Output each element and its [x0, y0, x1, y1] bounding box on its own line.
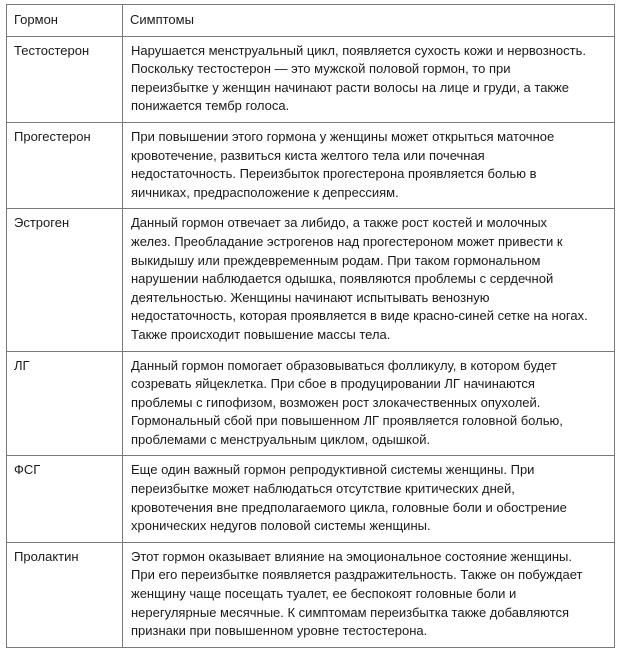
table-row-prolactin: [7, 542, 615, 647]
symptoms-text-line: переизбытке может наблюдаться отсутствие критических дней,: [131, 481, 515, 497]
hormone-name: Пролактин: [7, 542, 123, 647]
hormone-symptoms: [123, 351, 615, 456]
column-header-symptoms: Симптомы: [123, 5, 615, 37]
hormone-symptoms: [123, 122, 615, 208]
symptoms-text-line: признаки при повышенном уровне тестостерона.: [131, 623, 428, 639]
table-row-progesterone: [7, 122, 615, 208]
symptoms-text-line: Гормональный сбой при повышенном ЛГ проявляется головной болью,: [131, 413, 563, 429]
symptoms-text-line: выкидышу или преждевременным родам. При таком гормональном: [131, 252, 541, 268]
symptoms-text-line: проблемы с гипофизом, возможен рост злокачественных опухолей.: [131, 394, 541, 410]
symptoms-text-line: Данный гормон помогает образовываться фолликулу, в котором будет: [131, 357, 557, 373]
hormone-name: Эстроген: [7, 209, 123, 351]
symptoms-text-line: Данный гормон отвечает за либидо, а также рост костей и молочных: [131, 215, 548, 231]
symptoms-text-line: Нарушается менструальный цикл, появляется сухость кожи и нервозность.: [131, 42, 586, 58]
symptoms-text-line: нарушении наблюдается одышка, появляются проблемы с сердечной: [131, 271, 554, 287]
table-row-fsh: [7, 456, 615, 542]
symptoms-text-line: Этот гормон оказывает влияние на эмоциональное состояние женщины.: [131, 548, 572, 564]
symptoms-text-line: яичниках, предрасположение к депрессиям.: [131, 184, 399, 200]
symptoms-text-line: кровотечения вне предполагаемого цикла, головные боли и обострение: [131, 499, 567, 515]
symptoms-text-line: Еще один важный гормон репродуктивной системы женщины. При: [131, 462, 535, 478]
hormone-name: Тестостерон: [7, 36, 123, 122]
hormone-symptoms: [123, 456, 615, 542]
symptoms-text-line: кровотечение, развиться киста желтого тела или почечная: [131, 147, 485, 163]
symptoms-text-line: деятельностью. Женщины начинают испытывать венозную: [131, 289, 490, 305]
symptoms-text-line: Поскольку тестостерон — это мужской половой гормон, то при: [131, 61, 511, 77]
symptoms-text-line: созревать яйцеклетка. При сбое в продуцировании ЛГ начинаются: [131, 376, 535, 392]
symptoms-text-line: При его переизбытке появляется раздражительность. Также он побуждает: [131, 567, 583, 583]
symptoms-text-line: Также происходит повышение массы тела.: [131, 326, 391, 342]
symptoms-text-line: нерегулярные месячные. К симптомам переизбытка также добавляются: [131, 604, 570, 620]
table-header-row: [7, 5, 615, 37]
table-row-estrogen: [7, 209, 615, 351]
symptoms-text-line: переизбытке у женщин начинают расти волосы на лице и груди, а также: [131, 79, 570, 95]
table-row-lh: [7, 351, 615, 456]
hormone-symptoms: [123, 36, 615, 122]
symptoms-text-line: желез. Преобладание эстрогенов над прогестероном может привести к: [131, 233, 563, 249]
column-header-hormone: Гормон: [7, 5, 123, 37]
symptoms-text-line: проблемами с менструальным циклом, одышкой.: [131, 431, 431, 447]
symptoms-text-line: женщину чаще посещать туалет, ее беспокоят головные боли и: [131, 586, 517, 602]
symptoms-text-line: недостаточность. Переизбыток прогестерона проявляется болью в: [131, 166, 537, 182]
hormone-symptoms: [123, 209, 615, 351]
symptoms-text-line: недостаточность, которая проявляется в виде красно-синей сетке на ногах.: [131, 308, 588, 324]
hormone-symptoms: [123, 542, 615, 647]
hormone-name: ФСГ: [7, 456, 123, 542]
hormone-name: ЛГ: [7, 351, 123, 456]
symptoms-text-line: хронических недугов половой системы женщины.: [131, 518, 431, 534]
table-row-testosterone: [7, 36, 615, 122]
hormone-symptoms-table: [6, 4, 615, 648]
symptoms-text-line: При повышении этого гормона у женщины может открыться маточное: [131, 128, 555, 144]
symptoms-text-line: понижается тембр голоса.: [131, 98, 290, 114]
hormone-name: Прогестерон: [7, 122, 123, 208]
